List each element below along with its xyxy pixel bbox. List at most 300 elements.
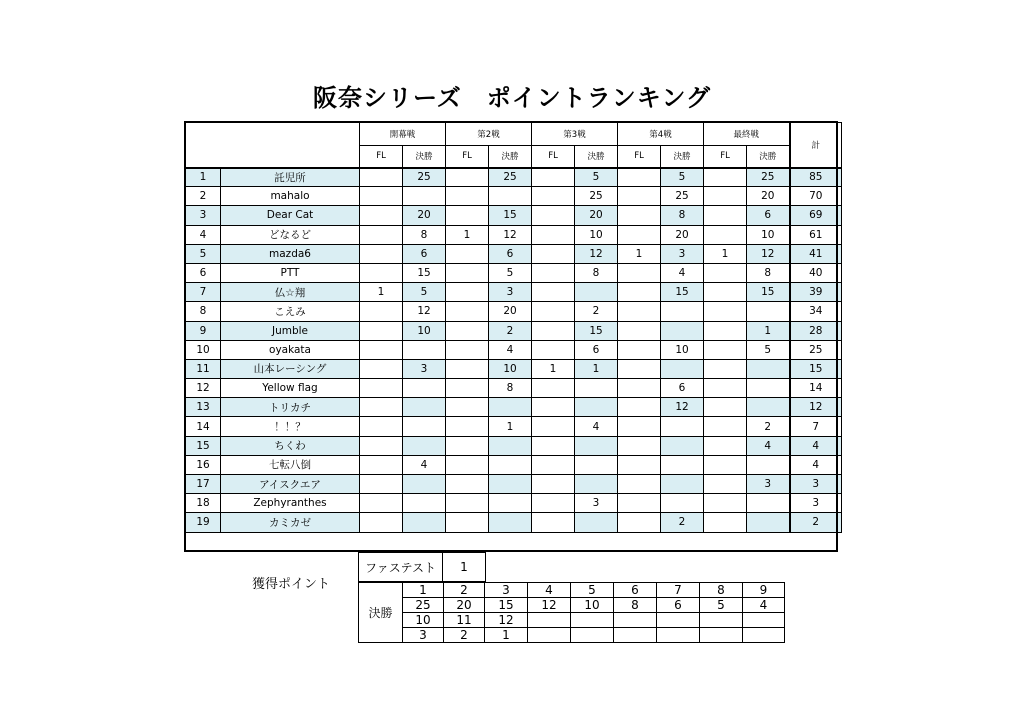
table-row (186, 168, 842, 187)
final-points: 5 (747, 340, 790, 359)
round-header: 第4戦 (618, 123, 704, 146)
fl-points (446, 455, 489, 474)
fl-points (618, 513, 661, 532)
fl-points (532, 283, 575, 302)
final-header: 決勝 (747, 146, 790, 168)
points-grid-row (359, 628, 785, 643)
points-grid-cell: 2 (444, 628, 485, 643)
fl-points (446, 436, 489, 455)
rank-cell: 19 (186, 513, 221, 532)
final-points: 2 (575, 302, 618, 321)
final-points (489, 398, 532, 417)
fl-points (618, 475, 661, 494)
rank-cell: 2 (186, 187, 221, 206)
round-header: 第3戦 (532, 123, 618, 146)
final-points (403, 340, 446, 359)
fl-points (704, 283, 747, 302)
fl-points (532, 168, 575, 187)
points-grid-cell: 15 (485, 598, 528, 613)
fl-points (532, 225, 575, 244)
fl-points (618, 225, 661, 244)
page-title: 阪奈シリーズ ポイントランキング (312, 84, 712, 112)
fl-points (618, 379, 661, 398)
final-points: 5 (489, 263, 532, 282)
final-points: 12 (403, 302, 446, 321)
final-points (403, 417, 446, 436)
team-name: カミカゼ (221, 513, 360, 532)
fl-points (532, 417, 575, 436)
final-points (575, 398, 618, 417)
final-points: 3 (575, 494, 618, 513)
table-row (186, 359, 842, 378)
final-points: 20 (403, 206, 446, 225)
points-grid-cell: 3 (403, 628, 444, 643)
fl-points (360, 417, 403, 436)
table-row (186, 475, 842, 494)
points-grid-cell: 4 (528, 583, 571, 598)
fl-points (446, 513, 489, 532)
final-points (661, 302, 704, 321)
final-points: 5 (661, 168, 704, 187)
points-grid-cell: 6 (657, 598, 700, 613)
rank-cell: 8 (186, 302, 221, 321)
total-points: 28 (790, 321, 842, 340)
final-points (747, 455, 790, 474)
final-points (489, 455, 532, 474)
final-points: 8 (489, 379, 532, 398)
fl-points (532, 206, 575, 225)
table-row (186, 187, 842, 206)
fl-points: 1 (704, 244, 747, 263)
points-grid-cell: 6 (614, 583, 657, 598)
fl-points (532, 379, 575, 398)
final-points: 8 (403, 225, 446, 244)
final-points (489, 187, 532, 206)
table-row (186, 321, 842, 340)
fl-points (704, 398, 747, 417)
fl-points (704, 417, 747, 436)
team-name: oyakata (221, 340, 360, 359)
final-points: 2 (489, 321, 532, 340)
fl-points (618, 263, 661, 282)
fl-points (446, 187, 489, 206)
final-points (403, 494, 446, 513)
total-points: 4 (790, 455, 842, 474)
final-points: 10 (661, 340, 704, 359)
points-grid-cell: 20 (444, 598, 485, 613)
final-header: 決勝 (661, 146, 704, 168)
table-row (186, 302, 842, 321)
points-grid-cell (743, 628, 785, 643)
final-points: 20 (747, 187, 790, 206)
header-blank (186, 123, 360, 168)
total-points: 70 (790, 187, 842, 206)
fl-points (360, 187, 403, 206)
rank-cell: 18 (186, 494, 221, 513)
points-grid-cell: 7 (657, 583, 700, 598)
points-grid-cell: 12 (485, 613, 528, 628)
points-grid-cell: 4 (743, 598, 785, 613)
final-points: 25 (403, 168, 446, 187)
final-points (575, 513, 618, 532)
final-points: 5 (403, 283, 446, 302)
fl-points (618, 321, 661, 340)
team-name: トリカチ (221, 398, 360, 417)
final-points (661, 359, 704, 378)
final-points: 15 (747, 283, 790, 302)
team-name: PTT (221, 263, 360, 282)
team-name: mazda6 (221, 244, 360, 263)
final-points: 4 (747, 436, 790, 455)
fl-points (532, 475, 575, 494)
final-points: 4 (575, 417, 618, 436)
fl-points (360, 398, 403, 417)
points-grid-cell (528, 613, 571, 628)
table-row (186, 455, 842, 474)
fl-points (360, 321, 403, 340)
points-grid-cell (657, 628, 700, 643)
team-name: mahalo (221, 187, 360, 206)
total-points: 15 (790, 359, 842, 378)
fl-points (704, 455, 747, 474)
final-points (489, 475, 532, 494)
final-points: 3 (747, 475, 790, 494)
final-points (575, 455, 618, 474)
fl-points (446, 379, 489, 398)
fl-points (446, 494, 489, 513)
fl-points (532, 494, 575, 513)
points-grid-cell: 10 (571, 598, 614, 613)
fl-points (360, 168, 403, 187)
final-points: 6 (661, 379, 704, 398)
final-points: 1 (575, 359, 618, 378)
round-header: 開幕戦 (360, 123, 446, 146)
team-name: Dear Cat (221, 206, 360, 225)
table-row (186, 225, 842, 244)
points-grid-row (359, 583, 785, 598)
final-points (403, 187, 446, 206)
table-row (186, 340, 842, 359)
team-name: ちくわ (221, 436, 360, 455)
total-header: 計 (790, 123, 842, 168)
final-points: 6 (575, 340, 618, 359)
total-points: 41 (790, 244, 842, 263)
total-points: 14 (790, 379, 842, 398)
points-label: 獲得ポイント (252, 577, 331, 592)
fl-points (360, 436, 403, 455)
points-grid-cell (571, 613, 614, 628)
total-points: 40 (790, 263, 842, 282)
points-grid-cell: 8 (700, 583, 743, 598)
final-points: 4 (489, 340, 532, 359)
final-points (489, 494, 532, 513)
rank-cell: 11 (186, 359, 221, 378)
fl-points (704, 168, 747, 187)
final-points: 20 (575, 206, 618, 225)
rank-cell: 1 (186, 168, 221, 187)
points-grid-cell: 9 (743, 583, 785, 598)
points-grid-cell: 1 (403, 583, 444, 598)
final-points: 8 (661, 206, 704, 225)
points-grid-row (359, 613, 785, 628)
team-name: 七転八倒 (221, 455, 360, 474)
fl-points (618, 398, 661, 417)
final-header: 決勝 (403, 146, 446, 168)
fastest-table (358, 552, 486, 582)
total-points: 2 (790, 513, 842, 532)
rank-cell: 5 (186, 244, 221, 263)
fl-points (360, 513, 403, 532)
points-grid-cell: 12 (528, 598, 571, 613)
rank-cell: 15 (186, 436, 221, 455)
team-name: アイスクエア (221, 475, 360, 494)
fl-points (446, 168, 489, 187)
team-name: 仏☆翔 (221, 283, 360, 302)
team-name: Zephyranthes (221, 494, 360, 513)
team-name: どなるど (221, 225, 360, 244)
table-row (186, 398, 842, 417)
total-points: 39 (790, 283, 842, 302)
final-points: 12 (747, 244, 790, 263)
round-header: 最終戦 (704, 123, 790, 146)
final-points: 10 (489, 359, 532, 378)
fl-points (360, 263, 403, 282)
points-grid-cell (657, 613, 700, 628)
fl-points (446, 244, 489, 263)
fl-points (446, 283, 489, 302)
team-name: 山本レーシング (221, 359, 360, 378)
final-points (661, 436, 704, 455)
fl-points (704, 263, 747, 282)
fl-points (618, 340, 661, 359)
points-grid-cell: 11 (444, 613, 485, 628)
fl-points (618, 359, 661, 378)
final-points: 6 (747, 206, 790, 225)
final-points (747, 379, 790, 398)
final-points (747, 359, 790, 378)
final-points: 25 (661, 187, 704, 206)
total-points: 34 (790, 302, 842, 321)
fl-header: FL (704, 146, 747, 168)
fl-points (446, 263, 489, 282)
fl-points (704, 206, 747, 225)
final-points (575, 475, 618, 494)
final-points: 25 (747, 168, 790, 187)
final-points: 15 (575, 321, 618, 340)
total-points: 3 (790, 475, 842, 494)
points-grid-cell: 1 (485, 628, 528, 643)
final-points: 5 (575, 168, 618, 187)
total-points: 4 (790, 436, 842, 455)
final-points: 3 (661, 244, 704, 263)
fl-points (446, 359, 489, 378)
final-points: 10 (575, 225, 618, 244)
round-header: 第2戦 (446, 123, 532, 146)
final-points: 6 (489, 244, 532, 263)
table-row (186, 283, 842, 302)
final-points: 15 (403, 263, 446, 282)
final-points (403, 398, 446, 417)
fl-points (446, 206, 489, 225)
fl-points (704, 436, 747, 455)
final-points: 4 (661, 263, 704, 282)
fl-points (532, 513, 575, 532)
fl-points (618, 206, 661, 225)
final-points: 3 (403, 359, 446, 378)
points-grid-cell (614, 628, 657, 643)
final-points: 12 (661, 398, 704, 417)
fl-points: 1 (360, 283, 403, 302)
points-grid-cell: 5 (700, 598, 743, 613)
final-header: 決勝 (575, 146, 618, 168)
final-points (575, 379, 618, 398)
final-points: 25 (575, 187, 618, 206)
fl-points (532, 263, 575, 282)
fl-points (360, 302, 403, 321)
final-points: 1 (489, 417, 532, 436)
table-row (186, 513, 842, 532)
points-grid-cell: 3 (485, 583, 528, 598)
fl-header: FL (532, 146, 575, 168)
final-points (403, 379, 446, 398)
points-grid-cell (614, 613, 657, 628)
fl-points (360, 455, 403, 474)
fl-points (618, 436, 661, 455)
total-points: 85 (790, 168, 842, 187)
team-name: 託児所 (221, 168, 360, 187)
team-name: こえみ (221, 302, 360, 321)
final-points: 3 (489, 283, 532, 302)
points-grid-cell (571, 628, 614, 643)
final-points: 20 (489, 302, 532, 321)
total-points: 69 (790, 206, 842, 225)
fastest-label: ファステスト (359, 553, 443, 582)
points-grid-cell (700, 613, 743, 628)
final-points (661, 417, 704, 436)
final-points (403, 513, 446, 532)
fl-points (532, 340, 575, 359)
final-points (661, 321, 704, 340)
final-points (489, 436, 532, 455)
final-points (661, 475, 704, 494)
team-name: Jumble (221, 321, 360, 340)
table-row (186, 436, 842, 455)
final-points (575, 283, 618, 302)
final-points: 20 (661, 225, 704, 244)
final-points: 2 (661, 513, 704, 532)
points-grid-cell (743, 613, 785, 628)
final-points (747, 398, 790, 417)
final-points: 2 (747, 417, 790, 436)
rank-cell: 16 (186, 455, 221, 474)
fl-points: 1 (618, 244, 661, 263)
rank-cell: 7 (186, 283, 221, 302)
fl-header: FL (618, 146, 661, 168)
table-row (186, 494, 842, 513)
ranking-table (185, 122, 842, 533)
final-points: 4 (403, 455, 446, 474)
final-points: 15 (661, 283, 704, 302)
fl-points (446, 321, 489, 340)
fl-points (446, 302, 489, 321)
rank-cell: 17 (186, 475, 221, 494)
fl-points (618, 283, 661, 302)
fl-points (704, 225, 747, 244)
fl-points (532, 436, 575, 455)
final-points: 10 (403, 321, 446, 340)
fastest-value: 1 (443, 553, 486, 582)
final-points: 15 (489, 206, 532, 225)
fl-header: FL (446, 146, 489, 168)
rank-cell: 4 (186, 225, 221, 244)
fl-points (618, 494, 661, 513)
fl-points (704, 494, 747, 513)
fl-points: 1 (532, 359, 575, 378)
fl-points (446, 417, 489, 436)
final-points: 6 (403, 244, 446, 263)
fl-points (360, 340, 403, 359)
fl-points (704, 321, 747, 340)
final-points (661, 455, 704, 474)
fl-points (360, 225, 403, 244)
final-points (403, 436, 446, 455)
fl-points (360, 379, 403, 398)
final-points (575, 436, 618, 455)
fl-points (532, 187, 575, 206)
rank-cell: 9 (186, 321, 221, 340)
total-points: 3 (790, 494, 842, 513)
final-points (489, 513, 532, 532)
fl-points (532, 398, 575, 417)
table-row (186, 206, 842, 225)
fl-points (532, 302, 575, 321)
fl-points (618, 168, 661, 187)
final-points (403, 475, 446, 494)
fl-points (704, 475, 747, 494)
final-points (747, 302, 790, 321)
final-points: 10 (747, 225, 790, 244)
fl-points (704, 187, 747, 206)
fl-points (532, 321, 575, 340)
fl-points (360, 244, 403, 263)
final-points: 8 (747, 263, 790, 282)
fl-points (446, 398, 489, 417)
team-name: Yellow flag (221, 379, 360, 398)
points-grid-cell: 25 (403, 598, 444, 613)
fl-points (704, 340, 747, 359)
table-row (186, 379, 842, 398)
final-points: 8 (575, 263, 618, 282)
team-name: ！！？ (221, 417, 360, 436)
final-points: 12 (489, 225, 532, 244)
points-grid-cell (528, 628, 571, 643)
rank-cell: 14 (186, 417, 221, 436)
final-points: 25 (489, 168, 532, 187)
rank-cell: 6 (186, 263, 221, 282)
final-points (747, 513, 790, 532)
fl-points (618, 455, 661, 474)
total-points: 25 (790, 340, 842, 359)
fl-points (360, 359, 403, 378)
final-label: 決勝 (359, 583, 403, 643)
final-points: 12 (575, 244, 618, 263)
fl-points (360, 475, 403, 494)
final-points (747, 494, 790, 513)
total-points: 7 (790, 417, 842, 436)
fl-points (446, 340, 489, 359)
final-points (661, 494, 704, 513)
points-grid-cell: 2 (444, 583, 485, 598)
